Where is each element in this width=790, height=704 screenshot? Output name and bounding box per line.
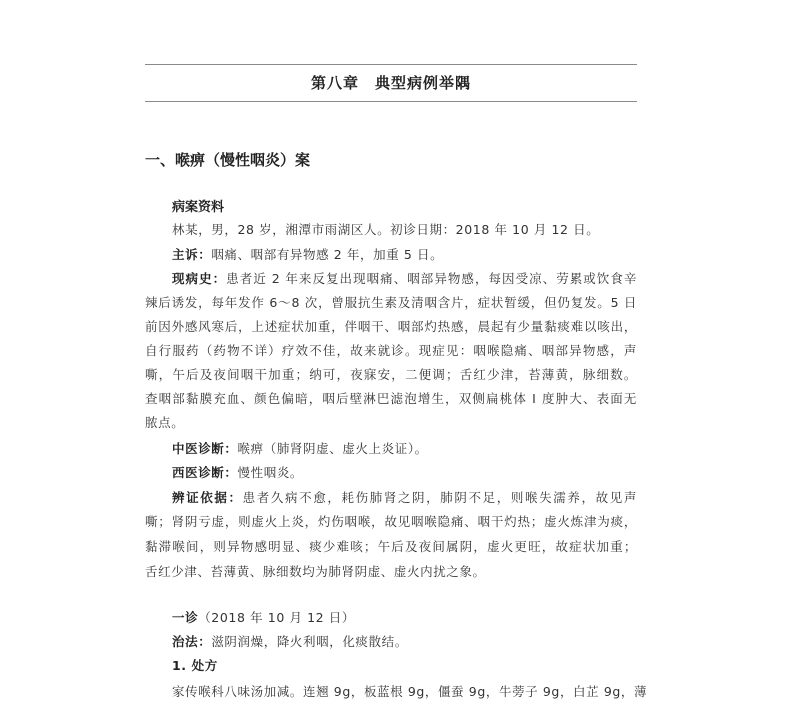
tcm-diagnosis bbox=[172, 437, 637, 461]
wm-diagnosis bbox=[172, 461, 637, 485]
prescription-heading bbox=[172, 654, 637, 678]
first-visit-heading bbox=[172, 606, 637, 630]
history-line: 自行服药（药物不详）疗效不佳，故来就诊。现症见：咽喉隐痛、咽部异物感，声 bbox=[145, 343, 637, 358]
section-title: 一、喉痹（慢性咽炎）案 bbox=[145, 151, 311, 169]
history-line: 查咽部黏膜充血、颜色偏暗，咽后壁淋巴滤泡增生，双侧扁桃体 Ⅰ 度肿大、表面无 bbox=[145, 391, 637, 406]
first-visit-date: （2018 年 10 月 12 日） bbox=[198, 610, 355, 625]
syndrome-label: 辨证依据： bbox=[172, 490, 243, 505]
treatment-text: 滋阴润燥，降火利咽，化痰散结。 bbox=[211, 634, 408, 649]
syndrome-first-line bbox=[172, 486, 637, 510]
treatment-label: 治法： bbox=[172, 634, 212, 649]
history-text: 患者近 2 年来反复出现咽痛、咽部异物感，每因受凉、劳累或饮食辛 bbox=[226, 271, 637, 286]
first-visit-label: 一诊 bbox=[172, 610, 199, 625]
history-label: 现病史： bbox=[172, 271, 227, 286]
history-line: 脓点。 bbox=[145, 415, 185, 430]
patient-info: 林某，男，28 岁，湘潭市雨湖区人。初诊日期：2018 年 10 月 12 日。 bbox=[172, 222, 600, 237]
chapter-title: 第八章 典型病例举隅 bbox=[310, 74, 471, 92]
prescription-heading-text: 1. 处方 bbox=[172, 658, 218, 673]
case-heading: 病案资料 bbox=[172, 200, 225, 215]
syndrome-line: 嘶；肾阴亏虚，则虚火上炎，灼伤咽喉，故见咽喉隐痛、咽干灼热；虚火炼津为痰， bbox=[145, 514, 637, 529]
syndrome-line: 舌红少津、苔薄黄、脉细数均为肺肾阴虚、虚火内扰之象。 bbox=[145, 564, 486, 579]
tcm-diagnosis-label: 中医诊断： bbox=[172, 441, 238, 456]
history-line: 前因外感风寒后，上述症状加重，伴咽干、咽部灼热感，晨起有少量黏痰难以咳出， bbox=[145, 319, 637, 334]
header-rule-bottom bbox=[145, 101, 637, 102]
header-rule-top bbox=[145, 64, 637, 65]
wm-diagnosis-label: 西医诊断： bbox=[172, 465, 238, 480]
history-first-line bbox=[172, 267, 637, 291]
complaint-text: 咽痛、咽部有异物感 2 年，加重 5 日。 bbox=[211, 247, 444, 262]
prescription-partial: 家传喉科八味汤加减。连翘 9g，板蓝根 9g，僵蚕 9g，牛蒡子 9g，白芷 9g，薄 bbox=[172, 684, 648, 699]
history-line: 辣后诱发，每年发作 6～8 次，曾服抗生素及清咽含片，症状暂缓，但仍复发。5 日 bbox=[145, 295, 637, 310]
complaint-paragraph bbox=[172, 243, 637, 267]
treatment bbox=[172, 630, 637, 654]
complaint-label: 主诉： bbox=[172, 247, 212, 262]
syndrome-line: 黏滞喉间，则异物感明显、痰少难咳；午后及夜间属阴，虚火更旺，故症状加重； bbox=[145, 539, 637, 554]
tcm-diagnosis-text: 喉痹（肺肾阴虚、虚火上炎证）。 bbox=[237, 441, 428, 456]
wm-diagnosis-text: 慢性咽炎。 bbox=[237, 465, 304, 480]
syndrome-text: 患者久病不愈，耗伤肺肾之阴，肺阴不足，则喉失濡养，故见声 bbox=[242, 490, 637, 505]
history-line: 嘶，午后及夜间咽干加重；纳可，夜寐安，二便调；舌红少津，苔薄黄，脉细数。 bbox=[145, 367, 637, 382]
